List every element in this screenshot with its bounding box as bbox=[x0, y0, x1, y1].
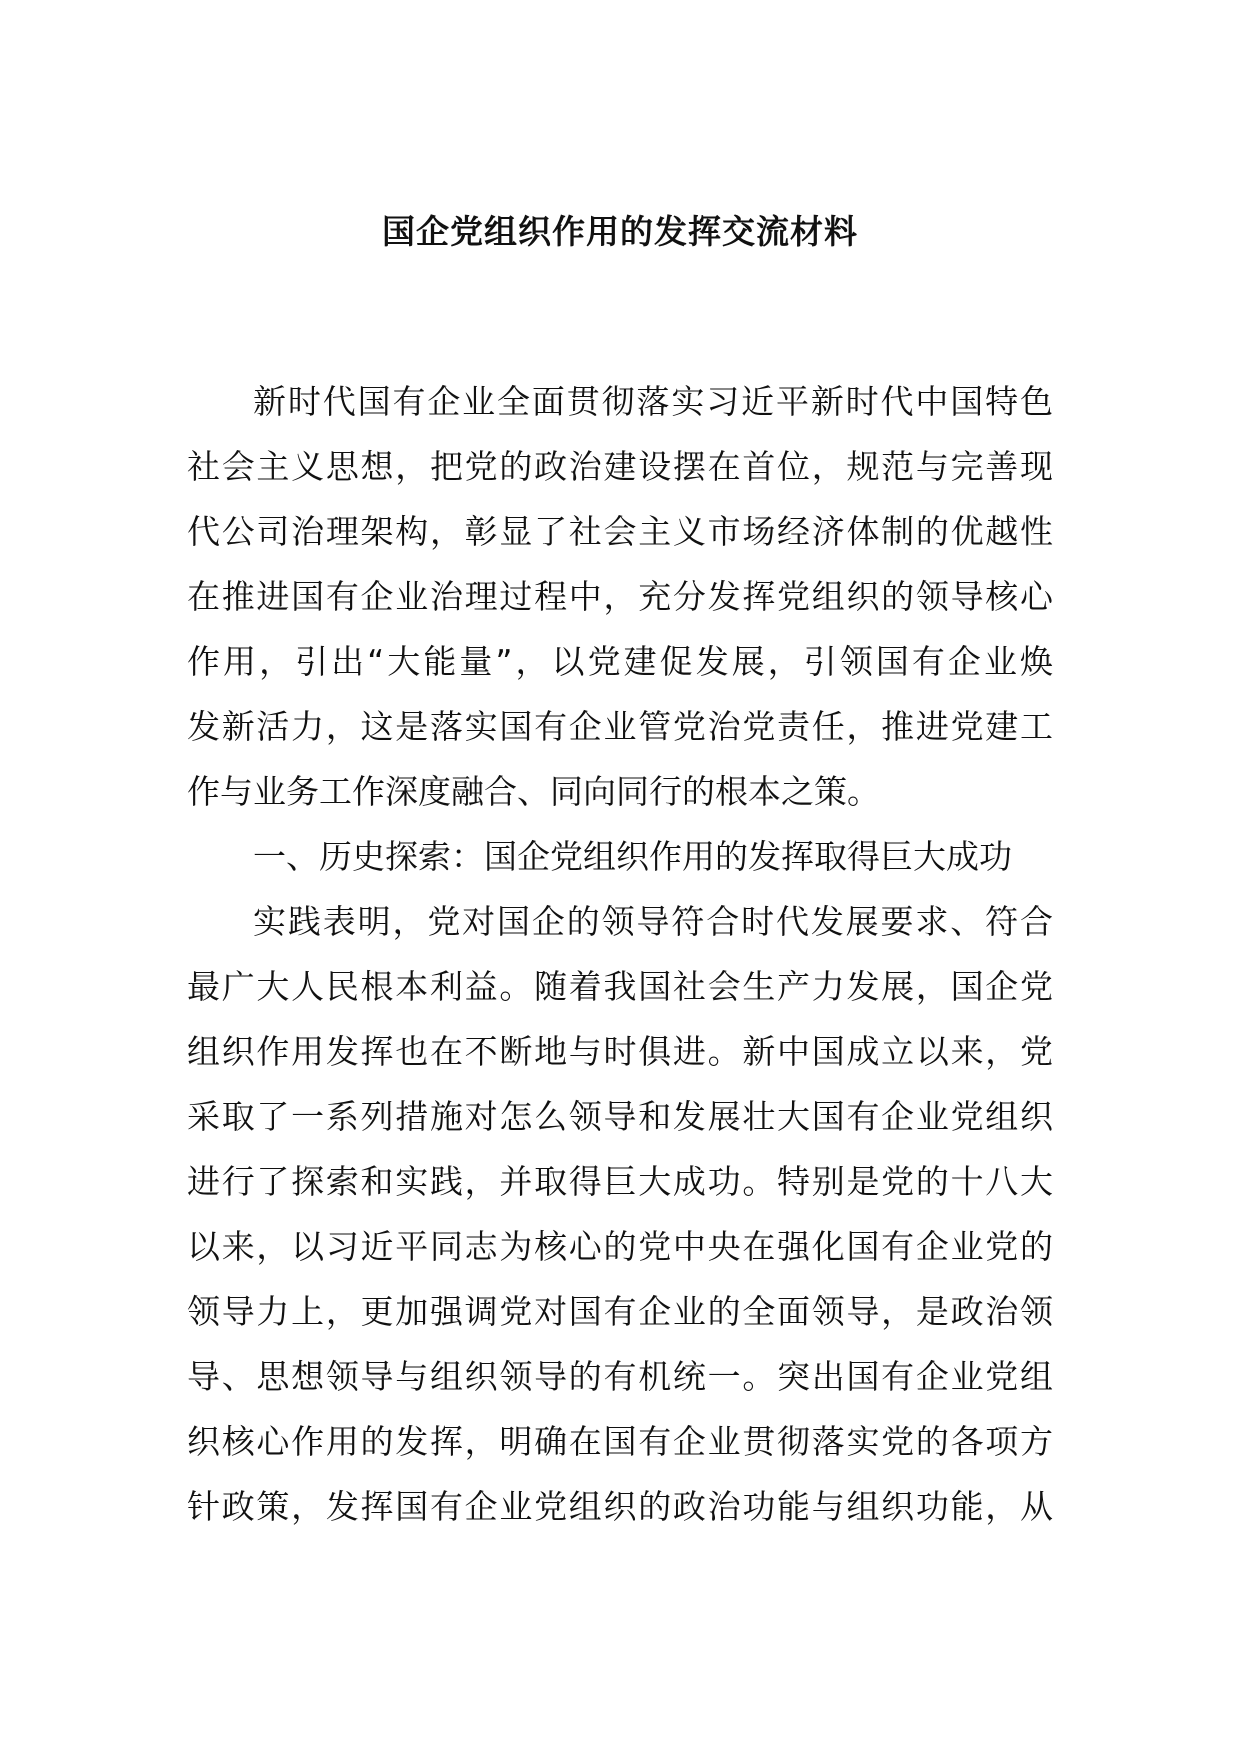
paragraph-3-line-2: 最广大人民根本利益。随着我国社会生产力发展，国企党 bbox=[187, 967, 1053, 1006]
section-heading-1: 一、历史探索：国企党组织作用的发挥取得巨大成功 bbox=[253, 837, 1012, 876]
paragraph-3-line-10: 针政策，发挥国有企业党组织的政治功能与组织功能，从 bbox=[187, 1487, 1053, 1526]
paragraph-1-line-1: 新时代国有企业全面贯彻落实习近平新时代中国特色 bbox=[253, 382, 1053, 421]
paragraph-3-line-8: 导、思想领导与组织领导的有机统一。突出国有企业党组 bbox=[187, 1357, 1053, 1396]
paragraph-1-line-2: 社会主义思想，把党的政治建设摆在首位，规范与完善现 bbox=[187, 447, 1053, 486]
paragraph-3-line-1: 实践表明，党对国企的领导符合时代发展要求、符合 bbox=[253, 902, 1053, 941]
document-body bbox=[187, 369, 1053, 1539]
paragraph-3-line-7: 领导力上，更加强调党对国有企业的全面领导，是政治领 bbox=[187, 1292, 1053, 1331]
paragraph-3-line-9: 织核心作用的发挥，明确在国有企业贯彻落实党的各项方 bbox=[187, 1422, 1053, 1461]
paragraph-1-line-4: 在推进国有企业治理过程中，充分发挥党组织的领导核心 bbox=[187, 577, 1053, 616]
paragraph-3-line-4: 采取了一系列措施对怎么领导和发展壮大国有企业党组织 bbox=[187, 1097, 1053, 1136]
document-title: 国企党组织作用的发挥交流材料 bbox=[382, 212, 858, 251]
paragraph-3-line-5: 进行了探索和实践，并取得巨大成功。特别是党的十八大 bbox=[187, 1162, 1053, 1201]
paragraph-1-line-3: 代公司治理架构，彰显了社会主义市场经济体制的优越性 bbox=[187, 512, 1053, 551]
paragraph-1-line-5: 作用，引出“大能量”，以党建促发展，引领国有企业焕 bbox=[187, 642, 1053, 681]
paragraph-1-line-7: 作与业务工作深度融合、同向同行的根本之策。 bbox=[187, 772, 880, 811]
paragraph-1-line-6: 发新活力，这是落实国有企业管党治党责任，推进党建工 bbox=[187, 707, 1053, 746]
paragraph-3-line-6: 以来，以习近平同志为核心的党中央在强化国有企业党的 bbox=[187, 1227, 1053, 1266]
paragraph-3-line-3: 组织作用发挥也在不断地与时俱进。新中国成立以来，党 bbox=[187, 1032, 1053, 1071]
